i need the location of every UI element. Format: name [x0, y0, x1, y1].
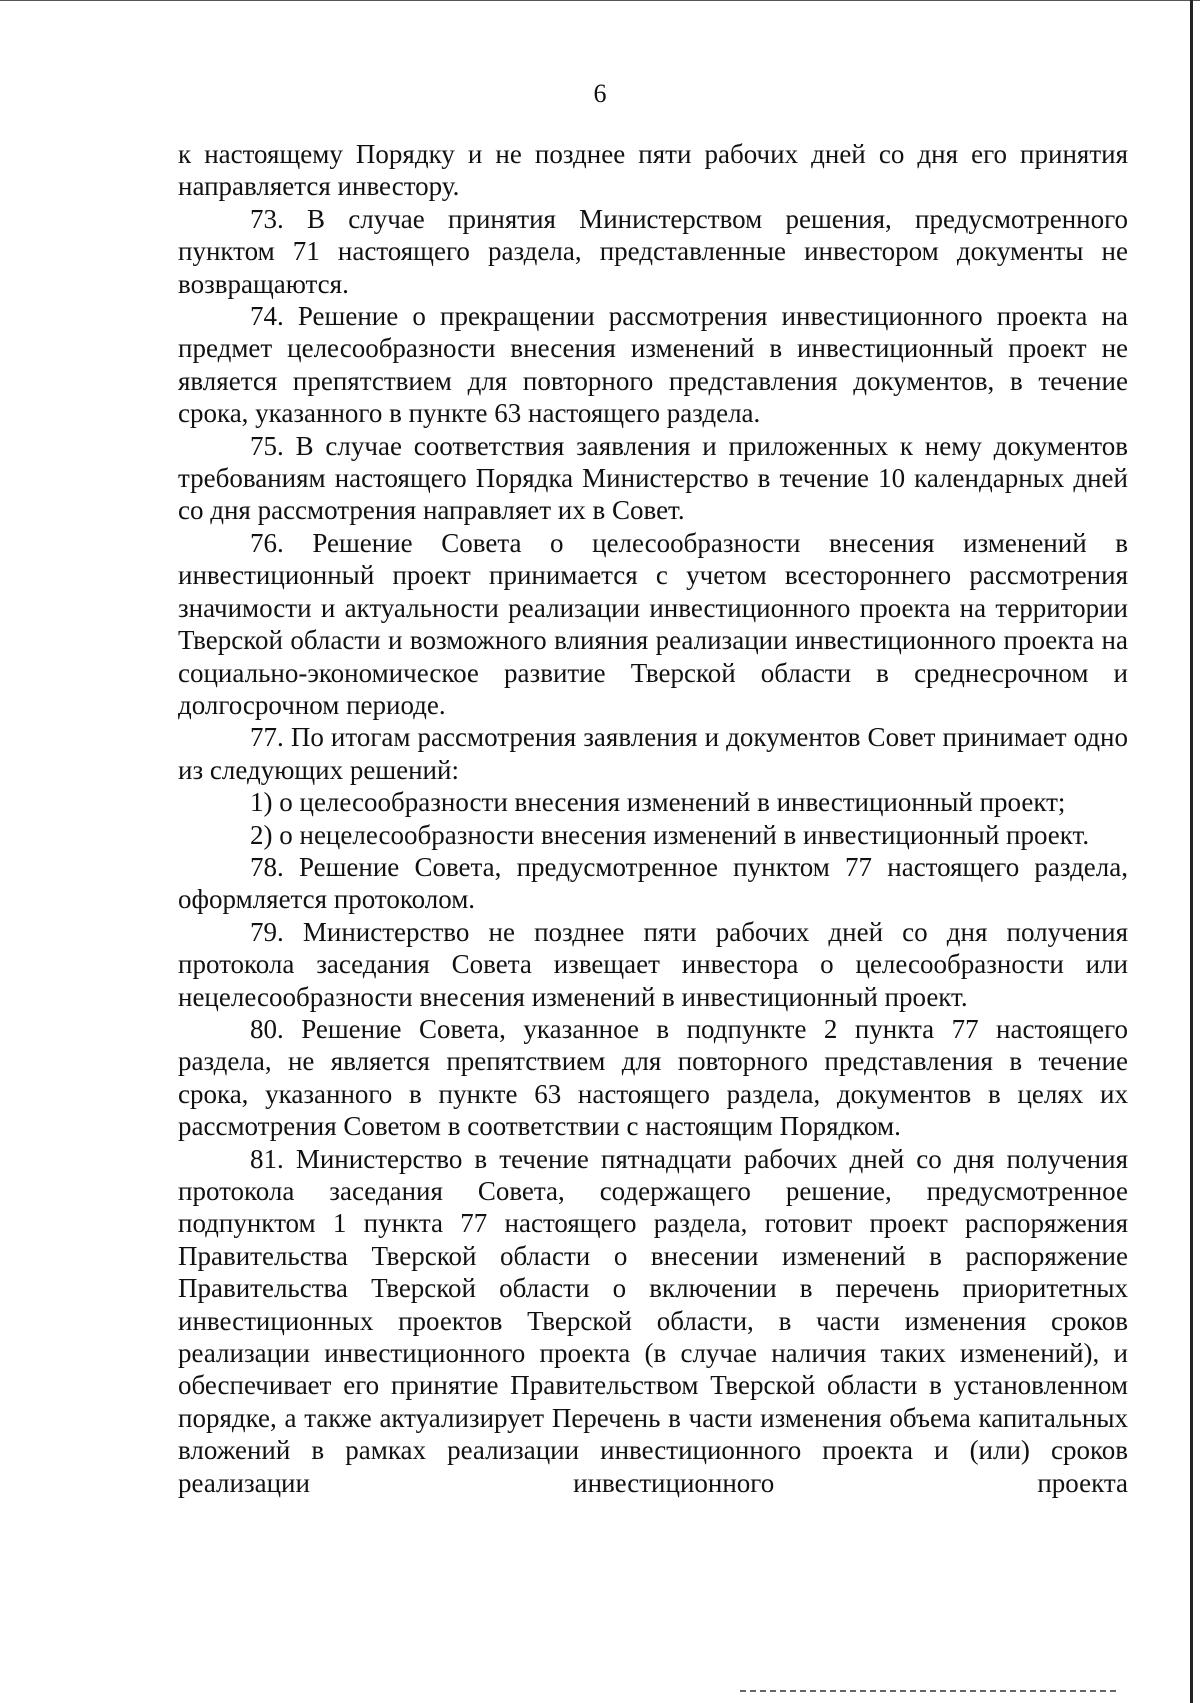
- scan-edge-right: [1190, 0, 1193, 1703]
- paragraph-continuation: к настоящему Порядку и не позднее пяти рабочих дней со дня его принятия направляется инвестору.: [178, 139, 1128, 202]
- paragraph-80: 80. Решение Совета, указанное в подпункте 2 пункта 77 настоящего раздела, не является препятствием для повторного представления в течение срока, указанного в пункте 63 настоящего раздела, документов в целях их рассмотрения Советом в соответствии с настоящим Порядком.: [178, 1013, 1128, 1142]
- paragraph-78: 78. Решение Совета, предусмотренное пунктом 77 настоящего раздела, оформляется протоколом.: [178, 851, 1128, 915]
- paragraph-74: 74. Решение о прекращении рассмотрения инвестиционного проекта на предмет целесообразности внесения изменений в инвестиционный проект не является препятствием для повторного представления документов, в течение срока, указанного в пункте 63 настоящего раздела.: [178, 301, 1128, 429]
- paragraph-73: 73. В случае принятия Министерством решения, предусмотренного пунктом 71 настоящего раздела, представленные инвестором документы не возвращаются.: [178, 203, 1128, 299]
- paragraph-77-item-2: 2) о нецелесообразности внесения изменений в инвестиционный проект.: [250, 819, 1090, 850]
- page-number: 6: [593, 79, 607, 108]
- scan-edge-top: [0, 0, 1200, 1]
- paragraph-77: 77. По итогам рассмотрения заявления и документов Совет принимает одно из следующих решений:: [178, 722, 1128, 785]
- scan-artifact-footer: [740, 1690, 1120, 1692]
- paragraph-77-item-1: 1) о целесообразности внесения изменений в инвестиционный проект;: [250, 787, 1066, 818]
- document-body: [178, 138, 1128, 1499]
- paragraph-79: 79. Министерство не позднее пяти рабочих дней со дня получения протокола заседания Совета извещает инвестора о целесообразности или нецелесообразности внесения изменений в инвестиционный проект.: [178, 916, 1128, 1012]
- paragraph-81: 81. Министерство в течение пятнадцати рабочих дней со дня получения протокола заседания Совета, содержащего решение, предусмотренное подпунктом 1 пункта 77 настоящего раздела, готовит проект распоряжения Правительства Тверской области о внесении изменений в распоряжение Правительства Тверской области о включении в перечень приоритетных инвестиционных проектов Тверской области, в части изменения сроков реализации инвестиционного проекта (в случае наличия таких изменений), и обеспечивает его принятие Правительством Тверской области в установленном порядке, а также актуализирует Перечень в части изменения объема капитальных вложений в рамках реализации инвестиционного проекта и (или) сроков реализации инвестиционного проекта: [178, 1143, 1128, 1498]
- paragraph-76: 76. Решение Совета о целесообразности внесения изменений в инвестиционный проект принимается с учетом всестороннего рассмотрения значимости и актуальности реализации инвестиционного проекта на территории Тверской области и возможного влияния реализации инвестиционного проекта на социально-экономическое развитие Тверской области в среднесрочном и долгосрочном периоде.: [178, 527, 1128, 720]
- paragraph-75: 75. В случае соответствия заявления и приложенных к нему документов требованиям настоящего Порядка Министерство в течение 10 календарных дней со дня рассмотрения направляет их в Совет.: [178, 430, 1128, 526]
